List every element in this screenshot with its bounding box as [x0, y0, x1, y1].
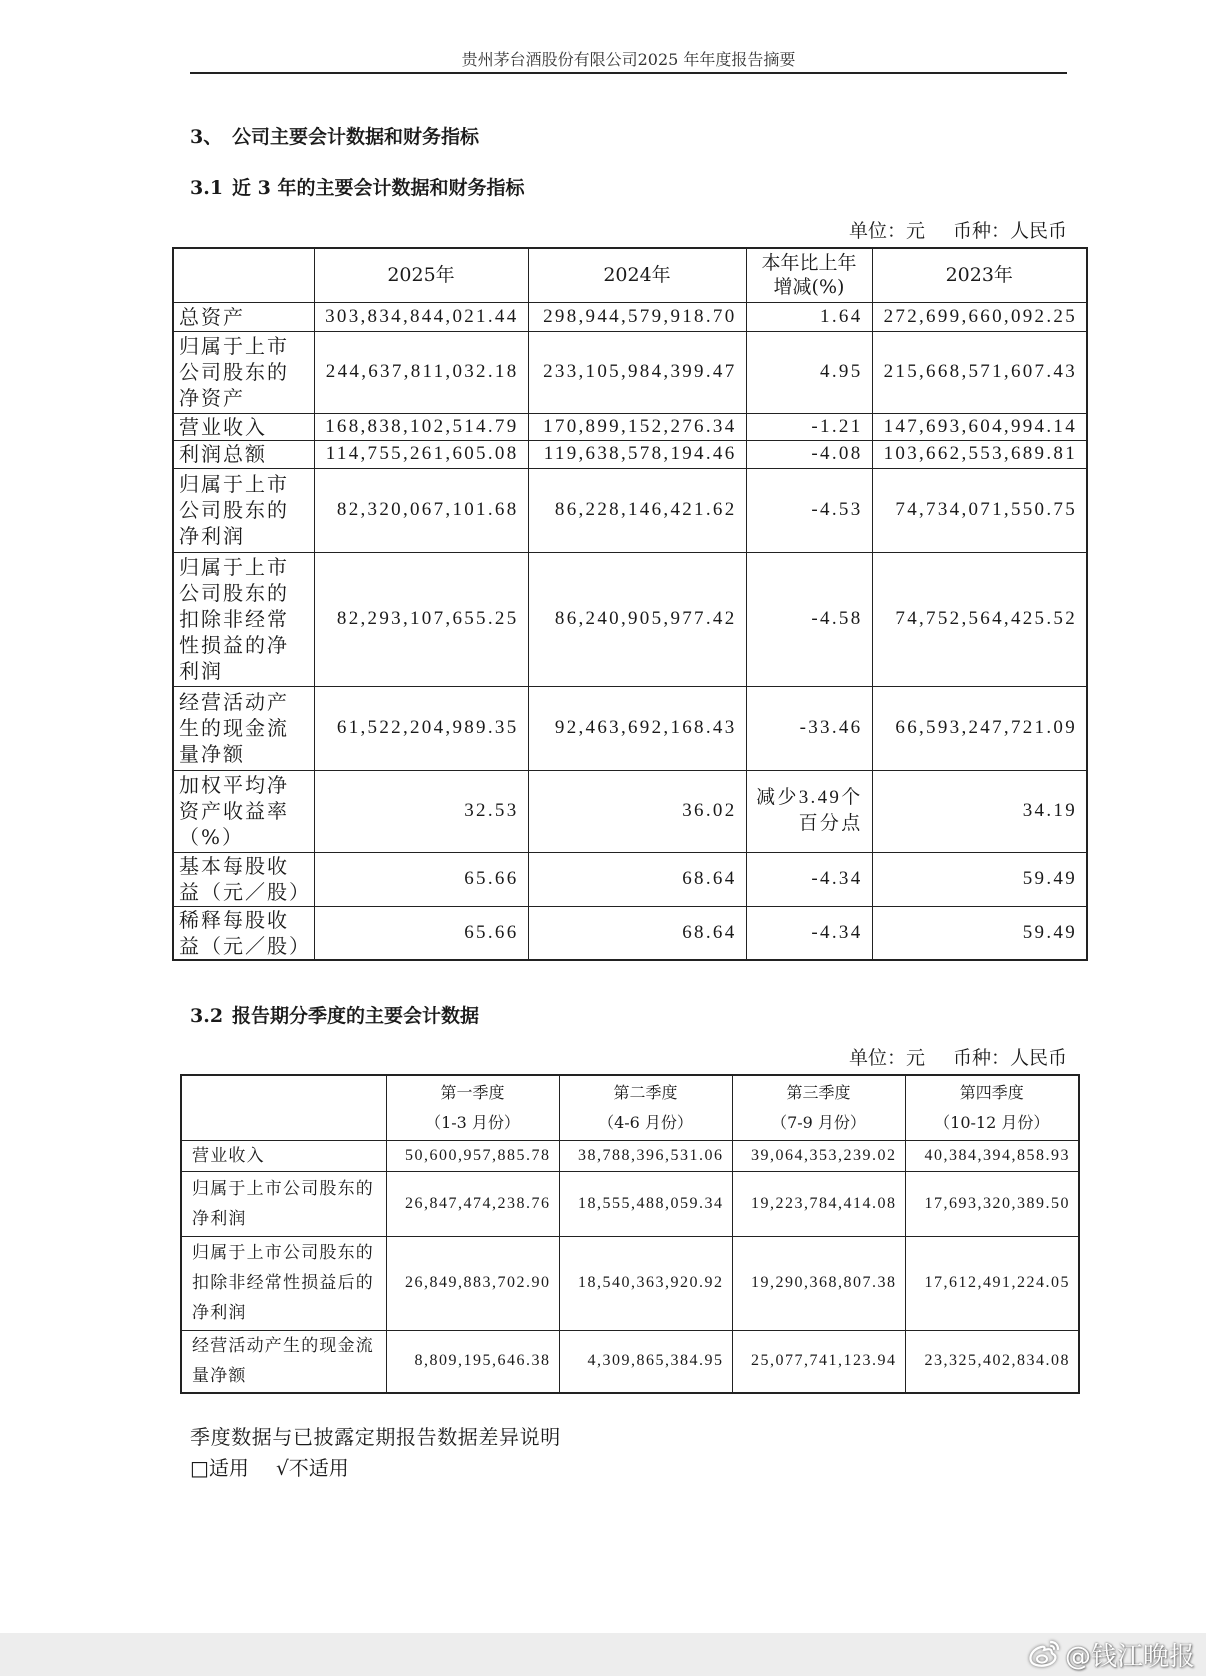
change-pct: 4.95	[746, 331, 872, 413]
change-pct: -4.58	[746, 552, 872, 686]
section-number: 3.2	[190, 1005, 224, 1027]
value-2024: 298,944,579,918.70	[528, 302, 746, 331]
table-row	[181, 1330, 1079, 1393]
corner-cell	[173, 248, 314, 302]
value-2024: 92,463,692,168.43	[528, 686, 746, 770]
weibo-logo-icon	[1027, 1639, 1061, 1669]
change-pct: -4.08	[746, 440, 872, 468]
value-2025: 82,320,067,101.68	[314, 468, 528, 552]
row-label: 稀释每股收 益（元／股）	[173, 906, 314, 960]
change-pct: -33.46	[746, 686, 872, 770]
header-cell-2025: 2025年	[314, 248, 528, 302]
table-row	[173, 468, 1087, 552]
row-label: 归属于上市 公司股东的 扣除非经常 性损益的净 利润	[173, 552, 314, 686]
unit-note	[849, 1045, 1067, 1071]
watermark-text: @钱江晚报	[1064, 1641, 1195, 1672]
header-cell-change: 本年比上年 增减(%)	[746, 248, 872, 302]
row-label: 归属于上市公司股东的 净利润	[181, 1171, 386, 1236]
quarter-2-value: 4,309,865,384.95	[559, 1330, 732, 1393]
header-rule	[190, 72, 1067, 74]
table-row	[173, 331, 1087, 413]
value-2023: 272,699,660,092.25	[872, 302, 1087, 331]
header-cell-2023: 2023年	[872, 248, 1087, 302]
section-number: 3、	[190, 126, 223, 148]
row-label: 归属于上市公司股东的 扣除非经常性损益后的 净利润	[181, 1236, 386, 1330]
row-label: 经营活动产 生的现金流 量净额	[173, 686, 314, 770]
section-3-2-heading	[190, 1002, 479, 1030]
header-cell-2024: 2024年	[528, 248, 746, 302]
value-2024: 86,228,146,421.62	[528, 468, 746, 552]
quarter-2-value: 38,788,396,531.06	[559, 1140, 732, 1171]
value-2023: 215,668,571,607.43	[872, 331, 1087, 413]
quarter-3-value: 19,223,784,414.08	[732, 1171, 905, 1236]
quarter-1-value: 26,849,883,702.90	[386, 1236, 559, 1330]
value-2024: 233,105,984,399.47	[528, 331, 746, 413]
section-3-1-heading	[190, 174, 524, 202]
header-cell-q2: 第二季度 （4-6 月份）	[559, 1075, 732, 1140]
table-row	[173, 413, 1087, 440]
currency-label: 币种：人民币	[952, 1047, 1067, 1069]
table-row	[173, 440, 1087, 468]
row-label: 基本每股收 益（元／股）	[173, 852, 314, 906]
table-row	[173, 686, 1087, 770]
option-not-applicable: √不适用	[276, 1456, 349, 1480]
row-label: 营业收入	[181, 1140, 386, 1171]
row-label: 归属于上市 公司股东的 净利润	[173, 468, 314, 552]
change-pct: 1.64	[746, 302, 872, 331]
quarter-4-value: 40,384,394,858.93	[905, 1140, 1079, 1171]
value-2024: 36.02	[528, 770, 746, 852]
change-pct: -1.21	[746, 413, 872, 440]
value-2024: 170,899,152,276.34	[528, 413, 746, 440]
section-number: 3.1	[190, 177, 224, 199]
table-row	[173, 906, 1087, 960]
section-title: 报告期分季度的主要会计数据	[232, 1005, 480, 1027]
row-label: 加权平均净 资产收益率 （%）	[173, 770, 314, 852]
row-label: 经营活动产生的现金流 量净额	[181, 1330, 386, 1393]
bottom-strip	[0, 1633, 1206, 1676]
value-2023: 59.49	[872, 852, 1087, 906]
table-row	[181, 1171, 1079, 1236]
value-2025: 32.53	[314, 770, 528, 852]
value-2023: 59.49	[872, 906, 1087, 960]
value-2025: 244,637,811,032.18	[314, 331, 528, 413]
table-row	[173, 552, 1087, 686]
change-pct: -4.34	[746, 852, 872, 906]
quarter-3-value: 19,290,368,807.38	[732, 1236, 905, 1330]
quarter-3-value: 39,064,353,239.02	[732, 1140, 905, 1171]
quarter-2-value: 18,540,363,920.92	[559, 1236, 732, 1330]
value-2025: 61,522,204,989.35	[314, 686, 528, 770]
value-2024: 119,638,578,194.46	[528, 440, 746, 468]
section-title: 公司主要会计数据和财务指标	[232, 126, 480, 148]
change-pct: -4.34	[746, 906, 872, 960]
table-row	[173, 770, 1087, 852]
running-header: 贵州茅台酒股份有限公司2025 年年度报告摘要	[461, 50, 796, 69]
quarter-3-value: 25,077,741,123.94	[732, 1330, 905, 1393]
currency-label: 币种：人民币	[952, 220, 1067, 242]
value-2025: 303,834,844,021.44	[314, 302, 528, 331]
applicability-options	[190, 1454, 349, 1482]
table-header-row	[181, 1075, 1079, 1140]
header-cell-q3: 第三季度 （7-9 月份）	[732, 1075, 905, 1140]
value-2025: 82,293,107,655.25	[314, 552, 528, 686]
value-2023: 34.19	[872, 770, 1087, 852]
value-2024: 68.64	[528, 852, 746, 906]
section-3-heading	[190, 123, 479, 151]
value-2024: 68.64	[528, 906, 746, 960]
table-row	[181, 1236, 1079, 1330]
quarter-4-value: 17,693,320,389.50	[905, 1171, 1079, 1236]
table-row	[173, 852, 1087, 906]
quarter-1-value: 8,809,195,646.38	[386, 1330, 559, 1393]
unit-label: 单位：元	[848, 220, 925, 242]
watermark	[1027, 1636, 1195, 1672]
row-label: 总资产	[173, 302, 314, 331]
value-2025: 168,838,102,514.79	[314, 413, 528, 440]
value-2025: 65.66	[314, 852, 528, 906]
row-label: 利润总额	[173, 440, 314, 468]
quarter-2-value: 18,555,488,059.34	[559, 1171, 732, 1236]
table-row	[173, 302, 1087, 331]
value-2025: 65.66	[314, 906, 528, 960]
header-cell-q4: 第四季度 （10-12 月份）	[905, 1075, 1079, 1140]
row-label: 归属于上市 公司股东的 净资产	[173, 331, 314, 413]
annual-financial-indicators-table	[172, 247, 1088, 961]
value-2023: 66,593,247,721.09	[872, 686, 1087, 770]
change-pct: 减少3.49个 百分点	[746, 770, 872, 852]
quarter-1-value: 50,600,957,885.78	[386, 1140, 559, 1171]
table-row	[181, 1140, 1079, 1171]
unit-note	[849, 218, 1067, 244]
corner-cell	[181, 1075, 386, 1140]
unit-label: 单位：元	[848, 1047, 925, 1069]
change-pct: -4.53	[746, 468, 872, 552]
quarterly-data-table	[180, 1074, 1080, 1394]
row-label: 营业收入	[173, 413, 314, 440]
value-2023: 74,734,071,550.75	[872, 468, 1087, 552]
difference-explanation-title: 季度数据与已披露定期报告数据差异说明	[190, 1425, 561, 1449]
quarter-1-value: 26,847,474,238.76	[386, 1171, 559, 1236]
table-header-row	[173, 248, 1087, 302]
value-2023: 147,693,604,994.14	[872, 413, 1087, 440]
value-2023: 74,752,564,425.52	[872, 552, 1087, 686]
quarter-4-value: 23,325,402,834.08	[905, 1330, 1079, 1393]
value-2024: 86,240,905,977.42	[528, 552, 746, 686]
section-title: 近 3 年的主要会计数据和财务指标	[232, 177, 525, 199]
value-2023: 103,662,553,689.81	[872, 440, 1087, 468]
value-2025: 114,755,261,605.08	[314, 440, 528, 468]
option-applicable: □适用	[190, 1456, 249, 1480]
header-cell-q1: 第一季度 （1-3 月份）	[386, 1075, 559, 1140]
quarter-4-value: 17,612,491,224.05	[905, 1236, 1079, 1330]
